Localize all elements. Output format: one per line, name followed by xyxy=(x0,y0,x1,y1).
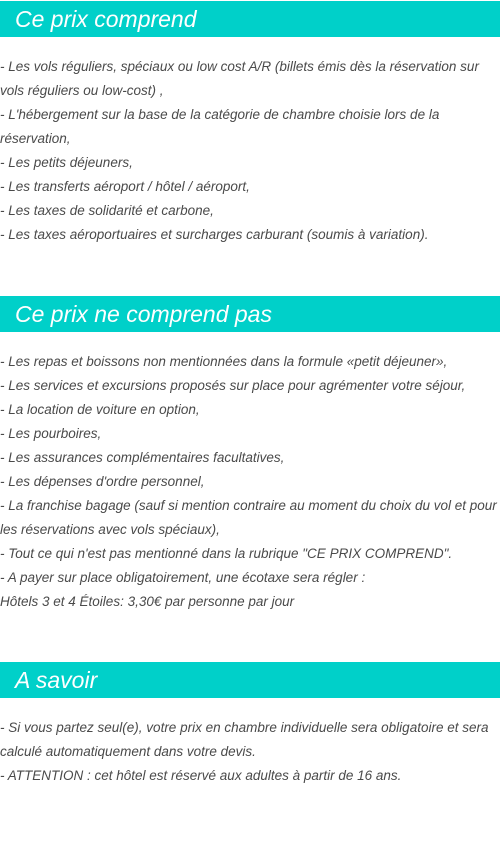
list-item: - Les taxes aéroportuaires et surcharges carburant (soumis à variation). xyxy=(0,227,429,242)
list-item: - Les taxes de solidarité et carbone, xyxy=(0,203,214,218)
list-item: - Les dépenses d'ordre personnel, xyxy=(0,474,205,489)
list-item: - Les pourboires, xyxy=(0,426,102,441)
list-item: Hôtels 3 et 4 Étoiles: 3,30€ par personne par jour xyxy=(0,594,295,609)
section-good-to-know xyxy=(0,662,500,788)
list-item: - Si vous partez seul(e), votre prix en chambre individuelle sera obligatoire et sera calculé automatiquement dans votre devis. xyxy=(0,720,489,759)
list-item: - L'hébergement sur la base de la catégorie de chambre choisie lors de la réservation, xyxy=(0,107,440,146)
list-item: - Les transferts aéroport / hôtel / aéroport, xyxy=(0,179,250,194)
info-items-list xyxy=(0,716,500,788)
included-items-list xyxy=(0,55,500,247)
list-item: - ATTENTION : cet hôtel est réservé aux adultes à partir de 16 ans. xyxy=(0,768,402,783)
list-item: - A payer sur place obligatoirement, une écotaxe sera régler : xyxy=(0,570,366,585)
list-item: - Les repas et boissons non mentionnées dans la formule «petit déjeuner», xyxy=(0,354,448,369)
list-item: - Les services et excursions proposés sur place pour agrémenter votre séjour, xyxy=(0,378,466,393)
section-title: A savoir xyxy=(0,662,500,698)
list-item: - Les petits déjeuners, xyxy=(0,155,133,170)
list-item: - Les assurances complémentaires facultatives, xyxy=(0,450,285,465)
excluded-items-list xyxy=(0,350,500,614)
section-title: Ce prix comprend xyxy=(0,1,500,37)
section-price-excludes xyxy=(0,296,500,614)
section-price-includes xyxy=(0,1,500,247)
list-item: - Tout ce qui n'est pas mentionné dans la rubrique "CE PRIX COMPREND". xyxy=(0,546,453,561)
list-item: - La franchise bagage (sauf si mention contraire au moment du choix du vol et pour les réservations avec vols spéciaux), xyxy=(0,498,497,537)
list-item: - La location de voiture en option, xyxy=(0,402,200,417)
section-title: Ce prix ne comprend pas xyxy=(0,296,500,332)
list-item: - Les vols réguliers, spéciaux ou low cost A/R (billets émis dès la réservation sur vols réguliers ou low-cost) , xyxy=(0,59,479,98)
